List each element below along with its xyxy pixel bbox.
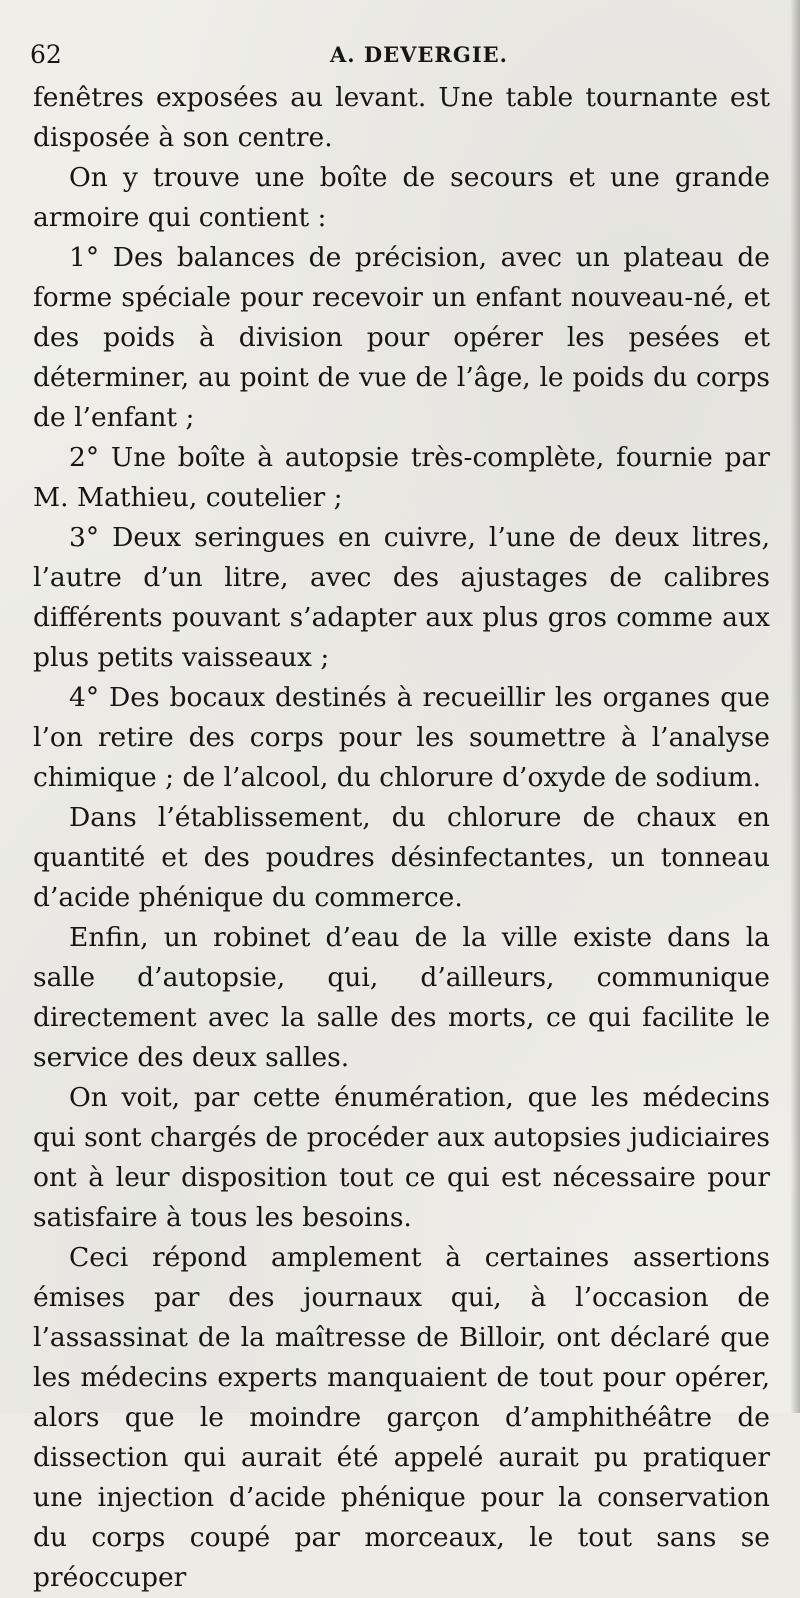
paragraph: Enfin, un robinet d’eau de la ville existe dans la salle d’autopsie, qui, d’ailleurs, communique directement avec la salle des morts, ce qui facilite le service des deux salles. [33,922,770,1073]
paragraph: On y trouve une boîte de secours et une grande armoire qui contient : [33,162,770,233]
page-number: 62 [30,40,62,69]
list-item: 4° Des bocaux destinés à recueillir les organes que l’on retire des corps pour les soumettre à l’analyse chimique ; de l’alcool, du chlorure d’oxyde de sodium. [33,682,770,793]
paragraph: fenêtres exposées au levant. Une table tournante est disposée à son centre. [33,82,770,153]
paragraph: Ceci répond amplement à certaines assertions émises par des journaux qui, à l’occasion de l’assassinat de la maîtresse de Billoir, ont déclaré que les médecins experts manquaient de tout pour opérer, alors que le moindre garçon d’amphithéâtre de dissection qui aurait été appelé aurait pu pratiquer une injection d’acide phénique pour la conservation du corps coupé par morceaux, le tout sans se préoccuper [33,1242,770,1593]
list-item: 2° Une boîte à autopsie très-complète, fournie par M. Mathieu, coutelier ; [33,442,770,513]
paragraph: Dans l’établissement, du chlorure de chaux en quantité et des poudres désinfectantes, un tonneau d’acide phénique du commerce. [33,802,770,913]
list-item: 1° Des balances de précision, avec un plateau de forme spéciale pour recevoir un enfant nouveau-né, et des poids à division pour opérer les pesées et déterminer, au point de vue de l’âge, le poids du corps de l’enfant ; [33,242,770,433]
running-head: A. DEVERGIE. [330,42,508,67]
page-edge-shadow [790,0,800,1413]
page-header [30,40,770,74]
body-text [33,78,770,1598]
paragraph: On voit, par cette énumération, que les médecins qui sont chargés de procéder aux autopsies judiciaires ont à leur disposition tout ce qui est nécessaire pour satisfaire à tous les besoins. [33,1082,770,1233]
list-item: 3° Deux seringues en cuivre, l’une de deux litres, l’autre d’un litre, avec des ajustages de calibres différents pouvant s’adapter aux plus gros comme aux plus petits vaisseaux ; [33,522,770,673]
